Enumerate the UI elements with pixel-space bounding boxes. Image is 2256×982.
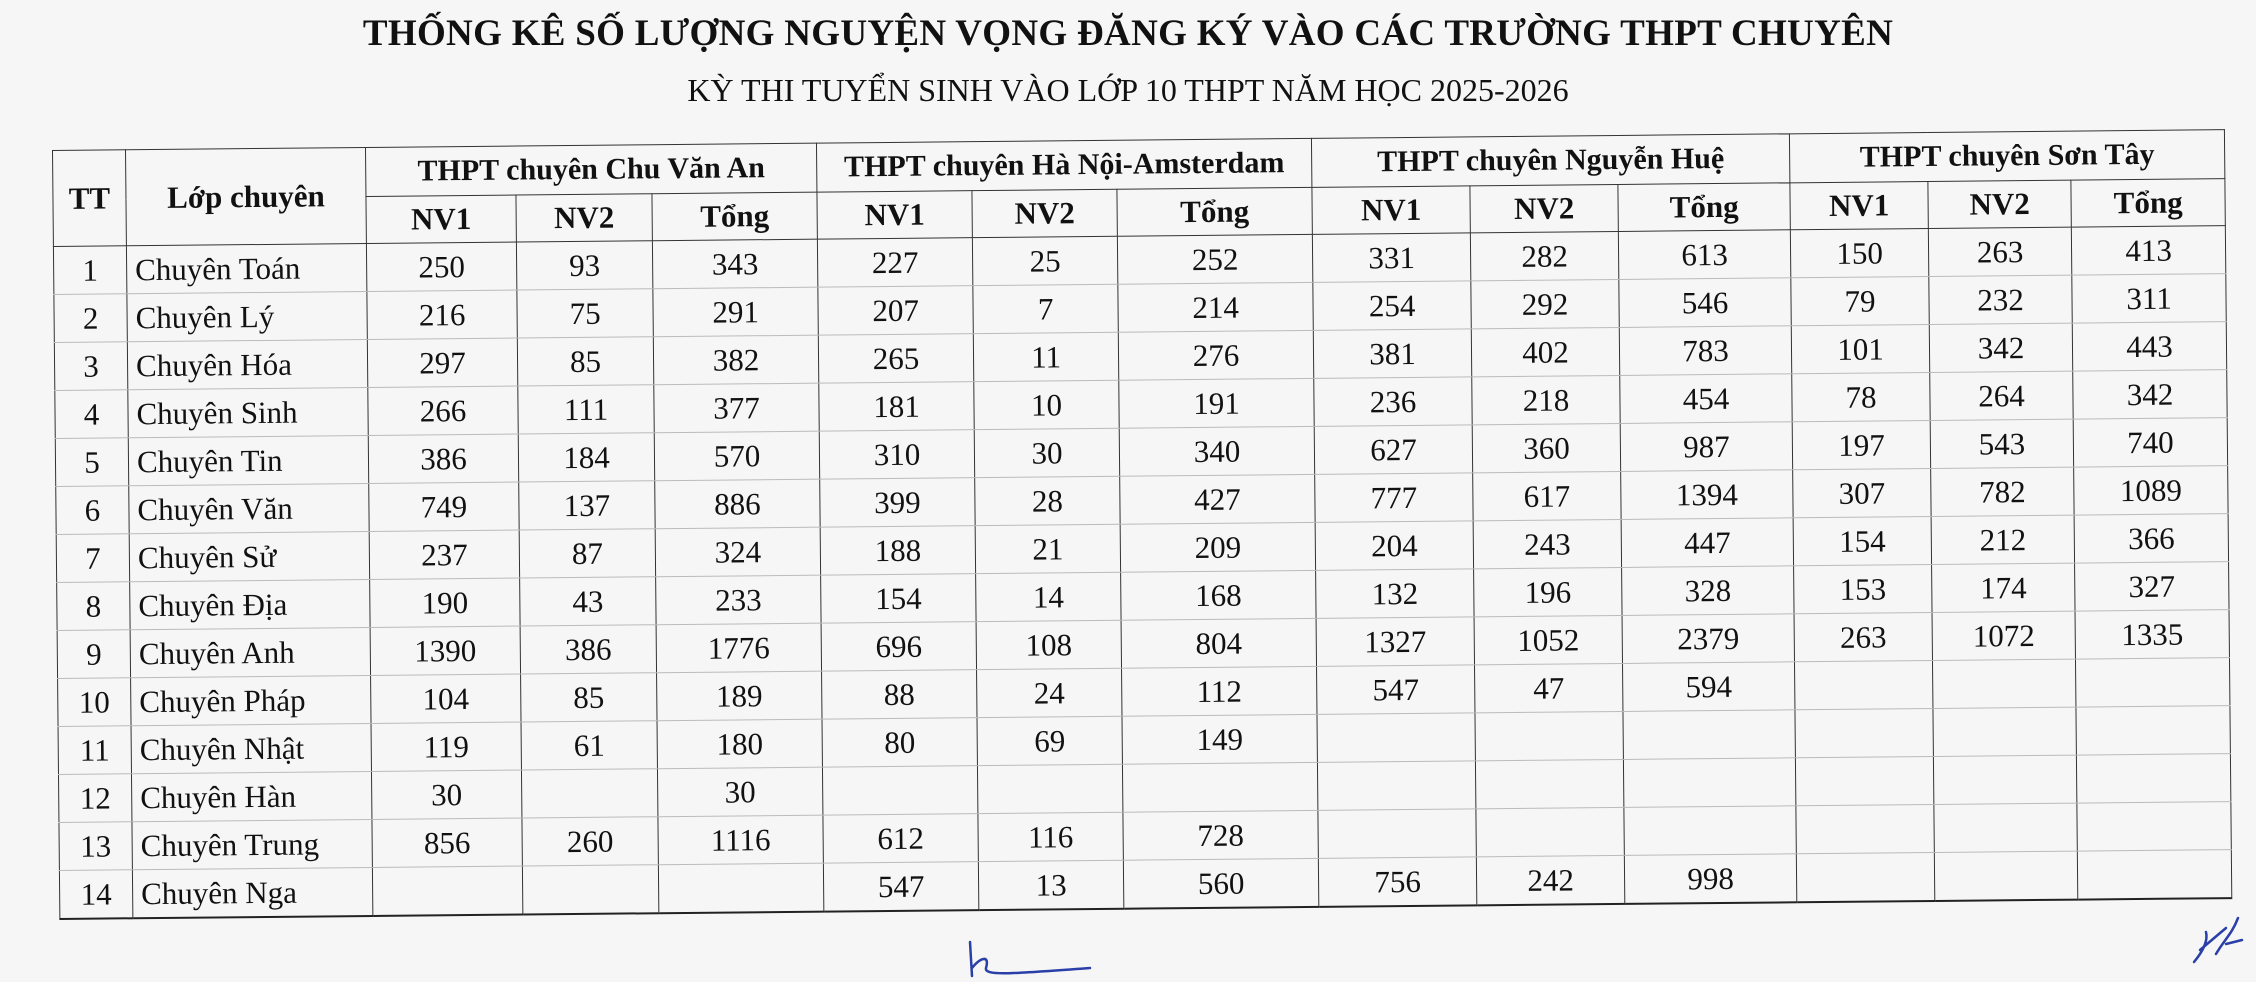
table-cell: 342 xyxy=(2073,370,2227,419)
table-cell: 782 xyxy=(1931,467,2074,516)
row-number: 8 xyxy=(57,582,130,631)
table-cell: 150 xyxy=(1790,228,1928,277)
sub-header-nv1: NV1 xyxy=(817,191,972,239)
header-school-ha-noi-amsterdam: THPT chuyên Hà Nội-Amsterdam xyxy=(817,138,1312,192)
sub-header-tong: Tổng xyxy=(652,192,817,241)
table-cell xyxy=(1317,713,1475,763)
subject-name: Chuyên Hóa xyxy=(127,339,367,389)
document-title: THỐNG KÊ SỐ LƯỢNG NGUYỆN VỌNG ĐĂNG KÝ VÀO CÁC TRƯỜNG THPT CHUYÊN xyxy=(362,13,1894,54)
table-cell: 254 xyxy=(1313,281,1471,331)
sub-header-tong: Tổng xyxy=(1618,183,1790,232)
table-cell: 2379 xyxy=(1622,614,1794,664)
table-cell: 543 xyxy=(1930,419,2073,468)
table-cell: 47 xyxy=(1475,663,1623,712)
table-cell: 207 xyxy=(818,286,973,335)
table-cell: 386 xyxy=(520,625,656,674)
statistics-table xyxy=(52,129,2232,920)
table-cell: 331 xyxy=(1312,233,1470,283)
sub-header-nv1: NV1 xyxy=(1312,186,1470,235)
table-cell: 30 xyxy=(657,767,822,817)
table-cell xyxy=(1934,803,2077,852)
table-cell: 184 xyxy=(518,433,654,482)
table-cell: 1327 xyxy=(1316,617,1474,667)
table-cell: 1394 xyxy=(1621,470,1793,520)
table-cell: 427 xyxy=(1120,474,1315,524)
table-cell: 1776 xyxy=(656,623,821,673)
row-number: 6 xyxy=(56,486,129,535)
table-cell: 132 xyxy=(1316,569,1474,619)
sub-header-tong: Tổng xyxy=(2071,179,2225,227)
header-school-nguyen-hue: THPT chuyên Nguyễn Huệ xyxy=(1311,134,1789,188)
table-cell: 85 xyxy=(521,673,657,722)
table-cell xyxy=(1795,756,1933,805)
table-cell: 987 xyxy=(1620,422,1792,472)
subject-name: Chuyên Nhật xyxy=(131,723,371,773)
table-cell: 311 xyxy=(2072,274,2226,323)
table-cell: 886 xyxy=(655,479,820,529)
sub-header-nv1: NV1 xyxy=(366,195,516,243)
header-school-son-tay: THPT chuyên Sơn Tây xyxy=(1789,130,2224,183)
table-cell xyxy=(1933,659,2076,708)
table-cell xyxy=(822,766,977,815)
table-cell: 856 xyxy=(372,818,522,867)
table-cell xyxy=(1623,710,1795,760)
table-cell: 189 xyxy=(657,671,822,721)
table-cell: 25 xyxy=(972,236,1117,285)
sub-header-nv2: NV2 xyxy=(516,194,652,242)
table-cell: 310 xyxy=(819,430,974,479)
subject-name: Chuyên Lý xyxy=(127,291,367,341)
table-cell: 78 xyxy=(1792,372,1930,421)
table-cell xyxy=(1318,809,1476,859)
row-number: 2 xyxy=(54,294,127,343)
table-cell: 1052 xyxy=(1474,615,1622,664)
table-cell: 1116 xyxy=(658,815,823,865)
row-number: 13 xyxy=(59,822,132,871)
table-cell: 154 xyxy=(1793,516,1931,565)
table-cell: 266 xyxy=(368,386,518,435)
table-cell: 190 xyxy=(370,578,520,627)
table-cell: 291 xyxy=(653,287,818,337)
table-cell: 243 xyxy=(1473,519,1621,568)
table-cell: 79 xyxy=(1791,276,1929,325)
table-cell: 413 xyxy=(2071,226,2225,275)
subject-name: Chuyên Trung xyxy=(132,819,372,869)
table-cell: 594 xyxy=(1623,662,1795,712)
table-cell: 7 xyxy=(973,284,1118,333)
table-cell: 1335 xyxy=(2075,610,2229,659)
table-cell: 196 xyxy=(1474,567,1622,616)
table-cell: 237 xyxy=(369,530,519,579)
subject-name: Chuyên Hàn xyxy=(131,771,371,821)
table-cell: 547 xyxy=(823,862,978,912)
table-cell: 443 xyxy=(2072,322,2226,371)
table-cell: 386 xyxy=(368,434,518,483)
table-cell: 328 xyxy=(1622,566,1794,616)
subject-name: Chuyên Văn xyxy=(129,483,369,533)
table-cell xyxy=(1796,804,1934,853)
table-cell xyxy=(372,866,522,916)
table-cell xyxy=(2076,658,2230,707)
table-cell: 236 xyxy=(1314,377,1472,427)
table-cell: 180 xyxy=(657,719,822,769)
table-body xyxy=(53,226,2231,919)
table-cell xyxy=(1933,707,2076,756)
table-cell: 263 xyxy=(1928,227,2071,276)
table-cell: 366 xyxy=(2074,514,2228,563)
table-cell xyxy=(1476,807,1624,856)
table-cell: 188 xyxy=(820,526,975,575)
table-cell: 276 xyxy=(1118,330,1313,380)
table-cell: 232 xyxy=(1929,275,2072,324)
table-cell xyxy=(2076,706,2230,755)
table-cell: 154 xyxy=(821,574,976,623)
table-cell: 454 xyxy=(1620,374,1792,424)
table-cell: 1072 xyxy=(1932,611,2075,660)
table-cell xyxy=(2076,754,2230,803)
table-cell xyxy=(1122,762,1317,812)
statistics-table-wrapper xyxy=(52,129,2231,920)
table-cell: 13 xyxy=(978,860,1123,910)
table-cell: 116 xyxy=(978,812,1123,861)
initials-mark xyxy=(2186,910,2246,970)
table-cell: 740 xyxy=(2073,418,2227,467)
table-cell: 174 xyxy=(1932,563,2075,612)
table-cell xyxy=(1623,758,1795,808)
table-cell: 546 xyxy=(1619,278,1791,328)
table-cell: 265 xyxy=(818,334,973,383)
table-cell: 728 xyxy=(1123,810,1318,860)
table-cell: 260 xyxy=(522,817,658,866)
row-number: 10 xyxy=(58,678,131,727)
table-cell: 297 xyxy=(367,338,517,387)
table-cell: 30 xyxy=(974,428,1119,477)
table-cell: 137 xyxy=(519,481,655,530)
table-cell xyxy=(1934,851,2077,901)
row-number: 14 xyxy=(59,870,132,919)
table-cell xyxy=(522,865,658,915)
table-cell: 87 xyxy=(519,529,655,578)
table-cell xyxy=(521,769,657,818)
table-cell: 292 xyxy=(1471,279,1619,328)
table-cell: 612 xyxy=(823,814,978,863)
table-cell: 617 xyxy=(1473,471,1621,520)
table-cell: 399 xyxy=(820,478,975,527)
table-cell: 197 xyxy=(1792,420,1930,469)
row-number: 7 xyxy=(56,534,129,583)
table-cell: 214 xyxy=(1118,282,1313,332)
table-cell: 108 xyxy=(976,620,1121,669)
table-cell: 212 xyxy=(1931,515,2074,564)
table-cell: 69 xyxy=(977,716,1122,765)
table-cell: 613 xyxy=(1618,230,1790,280)
header-tt: TT xyxy=(53,150,127,247)
table-cell: 570 xyxy=(654,431,819,481)
table-cell: 75 xyxy=(517,289,653,338)
table-cell: 43 xyxy=(520,577,656,626)
table-cell: 756 xyxy=(1318,857,1476,907)
table-cell xyxy=(1624,806,1796,856)
table-cell: 11 xyxy=(973,332,1118,381)
table-cell: 307 xyxy=(1793,468,1931,517)
table-cell: 1390 xyxy=(370,626,520,675)
table-cell: 93 xyxy=(516,241,652,290)
table-cell: 327 xyxy=(2075,562,2229,611)
table-cell: 216 xyxy=(367,290,517,339)
table-cell xyxy=(1933,755,2076,804)
row-number: 11 xyxy=(58,726,131,775)
table-cell: 112 xyxy=(1122,666,1317,716)
table-cell: 777 xyxy=(1315,473,1473,523)
table-cell: 181 xyxy=(819,382,974,431)
table-cell: 1089 xyxy=(2074,466,2228,515)
table-cell: 627 xyxy=(1314,425,1472,475)
table-cell: 547 xyxy=(1317,665,1475,715)
table-cell: 111 xyxy=(518,385,654,434)
table-cell xyxy=(1795,708,1933,757)
table-cell: 209 xyxy=(1120,522,1315,572)
table-cell xyxy=(2077,802,2231,851)
table-cell: 204 xyxy=(1315,521,1473,571)
table-cell: 233 xyxy=(656,575,821,625)
subject-name: Chuyên Sử xyxy=(129,531,369,581)
table-cell: 343 xyxy=(652,239,817,289)
table-cell: 804 xyxy=(1121,618,1316,668)
table-cell: 149 xyxy=(1122,714,1317,764)
document-subtitle: KỲ THI TUYỂN SINH VÀO LỚP 10 THPT NĂM HỌC 2025-2026 xyxy=(687,72,1569,108)
subject-name: Chuyên Toán xyxy=(126,243,366,293)
table-cell: 340 xyxy=(1119,426,1314,476)
table-cell: 783 xyxy=(1619,326,1791,376)
table-cell: 227 xyxy=(817,238,972,287)
table-cell: 998 xyxy=(1624,854,1796,904)
table-cell: 28 xyxy=(975,476,1120,525)
row-number: 3 xyxy=(54,342,127,391)
table-cell: 21 xyxy=(975,524,1120,573)
table-cell: 80 xyxy=(822,718,977,767)
table-cell: 101 xyxy=(1791,324,1929,373)
table-cell: 61 xyxy=(521,721,657,770)
table-cell: 85 xyxy=(517,337,653,386)
table-cell: 381 xyxy=(1313,329,1471,379)
table-cell: 218 xyxy=(1472,375,1620,424)
sub-header-nv2: NV2 xyxy=(1470,184,1618,232)
subject-name: Chuyên Pháp xyxy=(131,675,371,725)
table-cell: 377 xyxy=(654,383,819,433)
table-cell: 324 xyxy=(655,527,820,577)
row-number: 5 xyxy=(55,438,128,487)
subject-name: Chuyên Anh xyxy=(130,627,370,677)
signature-mark xyxy=(960,938,1100,982)
table-cell: 447 xyxy=(1621,518,1793,568)
sub-header-tong: Tổng xyxy=(1117,187,1312,236)
table-cell: 402 xyxy=(1471,327,1619,376)
table-cell: 560 xyxy=(1123,858,1318,908)
table-cell xyxy=(2077,850,2231,900)
row-number: 9 xyxy=(57,630,130,679)
table-cell xyxy=(1796,852,1934,902)
sub-header-nv2: NV2 xyxy=(972,189,1117,237)
table-cell: 24 xyxy=(977,668,1122,717)
table-cell: 242 xyxy=(1476,855,1624,905)
table-cell xyxy=(658,863,823,913)
subject-name: Chuyên Nga xyxy=(132,867,372,918)
table-cell: 360 xyxy=(1472,423,1620,472)
sub-header-nv1: NV1 xyxy=(1790,181,1928,229)
table-cell: 191 xyxy=(1119,378,1314,428)
sub-header-nv2: NV2 xyxy=(1928,180,2071,228)
row-number: 1 xyxy=(53,246,126,295)
row-number: 4 xyxy=(55,390,128,439)
table-cell: 168 xyxy=(1121,570,1316,620)
table-cell: 30 xyxy=(371,770,521,819)
table-cell: 342 xyxy=(1929,323,2072,372)
table-cell xyxy=(1317,761,1475,811)
table-cell: 119 xyxy=(371,722,521,771)
table-cell: 153 xyxy=(1794,564,1932,613)
table-cell xyxy=(977,764,1122,813)
table-cell xyxy=(1475,759,1623,808)
table-cell: 104 xyxy=(371,674,521,723)
table-cell: 250 xyxy=(366,242,516,291)
table-cell: 696 xyxy=(821,622,976,671)
header-subject: Lớp chuyên xyxy=(126,147,367,245)
table-cell: 282 xyxy=(1470,231,1618,280)
subject-name: Chuyên Sinh xyxy=(128,387,368,437)
table-cell: 88 xyxy=(822,670,977,719)
table-cell: 252 xyxy=(1117,234,1312,284)
table-cell: 14 xyxy=(976,572,1121,621)
header-school-chu-van-an: THPT chuyên Chu Văn An xyxy=(365,143,816,196)
table-cell xyxy=(1795,660,1933,709)
row-number: 12 xyxy=(58,774,131,823)
table-cell: 263 xyxy=(1794,612,1932,661)
table-cell: 264 xyxy=(1930,371,2073,420)
subject-name: Chuyên Địa xyxy=(130,579,370,629)
subject-name: Chuyên Tin xyxy=(128,435,368,485)
table-cell: 10 xyxy=(974,380,1119,429)
table-cell xyxy=(1475,711,1623,760)
table-cell: 749 xyxy=(369,482,519,531)
table-cell: 382 xyxy=(653,335,818,385)
